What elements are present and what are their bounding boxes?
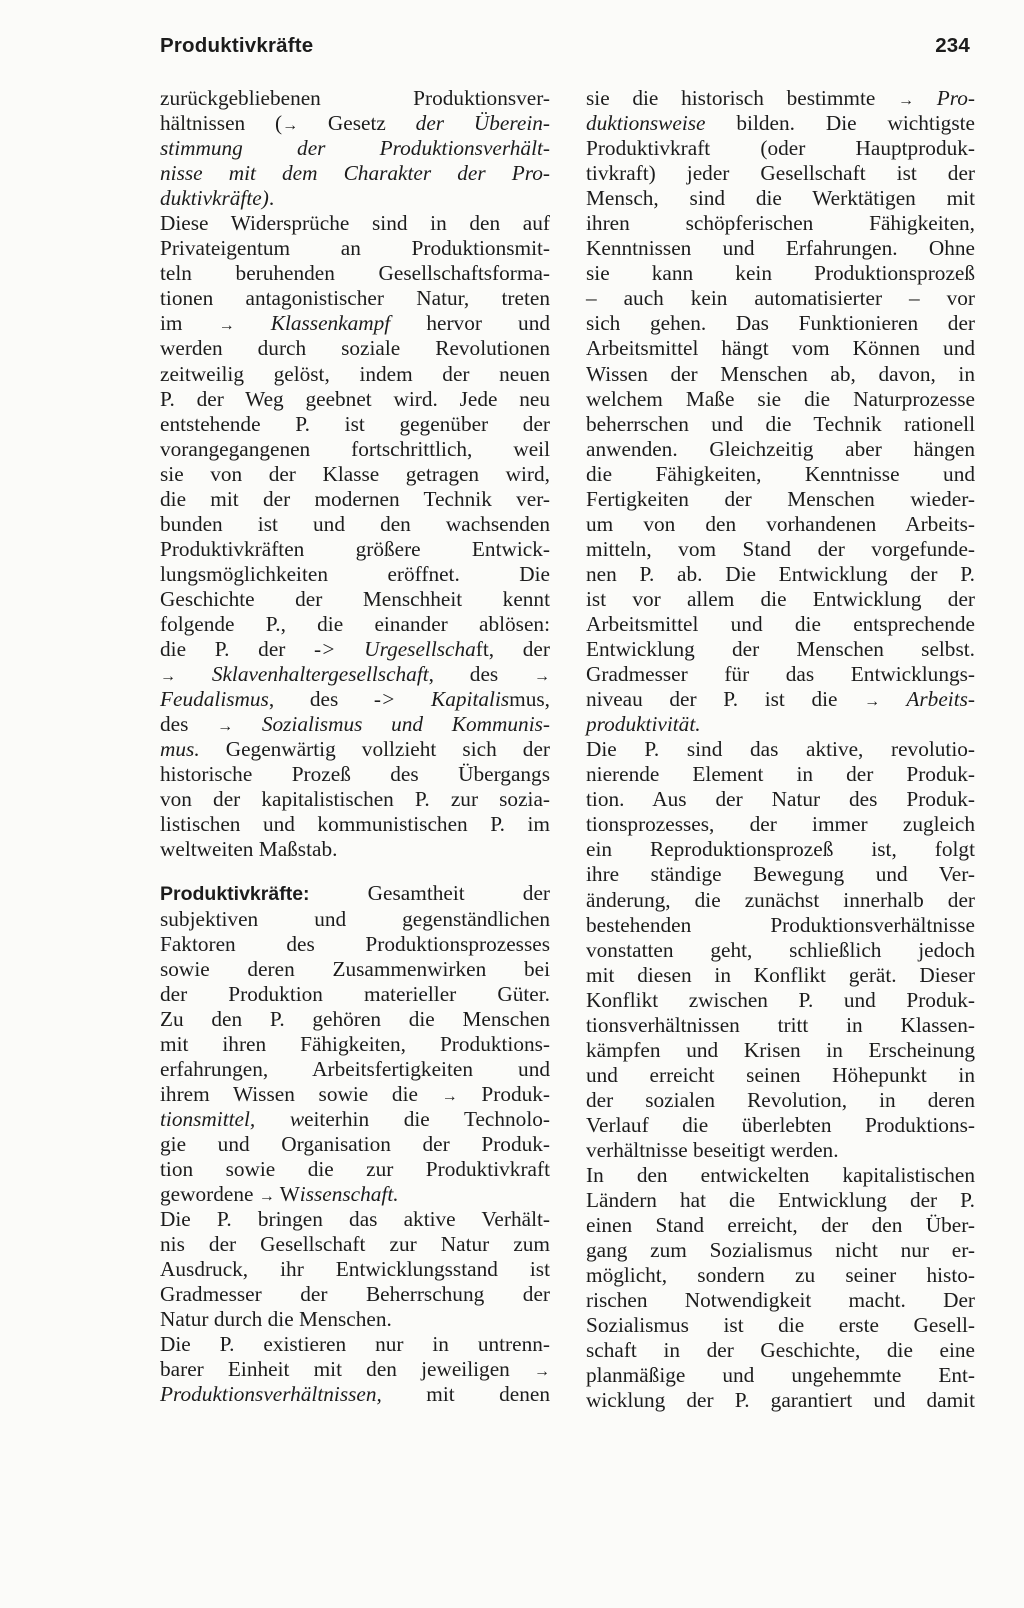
cross-reference[interactable]: Sozialismus und Kommunis- bbox=[261, 712, 550, 737]
text-line: hältnissen (→ Gesetz der Überein- bbox=[160, 111, 550, 136]
text-line: schaft in der Geschichte, die eine bbox=[586, 1338, 975, 1363]
text-line: möglicht, sondern zu seiner histo- bbox=[586, 1263, 975, 1288]
text-line: ist vor allem die Entwicklung der bbox=[586, 586, 975, 611]
text-line: Die P. existieren nur in untrenn- bbox=[160, 1332, 550, 1357]
text-line: zeitweilig gelöst, indem der neuen bbox=[160, 361, 550, 386]
text-line: sie die historisch bestimmte → Pro- bbox=[586, 86, 976, 110]
cross-reference[interactable]: issenschaft. bbox=[299, 1182, 399, 1207]
arrow-icon: → bbox=[534, 668, 550, 686]
text-line: erfahrungen, Arbeitsfertigkeiten und bbox=[160, 1056, 550, 1081]
text-line: Sozialismus ist die erste Gesell- bbox=[586, 1313, 975, 1338]
text-line: duktionsweise bilden. Die wichtigste bbox=[586, 111, 975, 136]
text-line: Mensch, sind die Werktätigen mit bbox=[586, 186, 975, 211]
page-number: 234 bbox=[935, 34, 970, 57]
text-line: nisse mit dem Charakter der Pro- bbox=[160, 161, 550, 186]
text-line: vonstatten geht, schließlich jedoch bbox=[586, 937, 975, 962]
text-line: kämpfen und Krisen in Erscheinung bbox=[586, 1037, 975, 1062]
text-line: tionsmittel, weiterhin die Technolo- bbox=[160, 1106, 550, 1131]
cross-reference[interactable]: tionsmittel, w bbox=[160, 1106, 305, 1131]
text-line: gewordene → Wissenschaft. bbox=[160, 1182, 399, 1207]
text-line: vorangegangenen fortschrittlich, weil bbox=[160, 436, 550, 461]
text-line: Entwicklung der Menschen selbst. bbox=[586, 637, 975, 662]
text-line: ihren schöpferischen Fähigkeiten, bbox=[586, 211, 975, 236]
arrow-icon: → bbox=[864, 693, 881, 711]
arrow-icon: → bbox=[258, 1188, 275, 1206]
text-line: listischen und kommunistischen P. im bbox=[160, 812, 550, 837]
text-line: historische Prozeß des Übergangs bbox=[160, 762, 550, 787]
text-line: Geschichte der Menschheit kennt bbox=[160, 586, 550, 611]
text-line bbox=[160, 136, 550, 161]
text-line: Verlauf die überlebten Produktions- bbox=[586, 1112, 975, 1137]
text-line: niveau der P. ist die → Arbeits- bbox=[586, 687, 975, 712]
text-line: Produktivkräfte: Gesamtheit der bbox=[160, 881, 550, 906]
text-line: anwenden. Gleichzeitig aber hängen bbox=[586, 436, 975, 461]
text-line: P. der Weg geebnet wird. Jede neu bbox=[160, 386, 550, 411]
text-line: Diese Widersprüche sind in den auf bbox=[160, 211, 550, 236]
text-column-left bbox=[160, 86, 550, 1407]
text-line: sowie deren Zusammenwirken bei bbox=[160, 956, 550, 981]
arrow-icon: → bbox=[282, 117, 299, 135]
text-line: nen P. ab. Die Entwicklung der P. bbox=[586, 561, 975, 586]
text-line: tionsprozesses, der immer zugleich bbox=[586, 812, 975, 837]
text-line: welchem Maße sie die Naturprozesse bbox=[586, 386, 975, 411]
text-line: die Fähigkeiten, Kenntnisse und bbox=[586, 461, 975, 486]
cross-reference[interactable]: Produktionsverhältnissen, bbox=[160, 1382, 382, 1407]
text-line: sie kann kein Produktionsprozeß bbox=[586, 261, 975, 286]
arrow-icon: → bbox=[534, 1363, 550, 1381]
cross-reference[interactable]: stimmung der Produktionsverhält- bbox=[160, 136, 550, 161]
text-line: Die P. sind das aktive, revolutio- bbox=[586, 737, 975, 762]
text-line: Konflikt zwischen P. und Produk- bbox=[586, 987, 975, 1012]
text-line: tivkraft) jeder Gesellschaft ist der bbox=[586, 161, 975, 186]
text-line: verhältnisse beseitigt werden. bbox=[586, 1137, 839, 1162]
text-line: duktivkräfte). bbox=[160, 186, 275, 211]
cross-reference[interactable]: mus. bbox=[160, 737, 200, 762]
text-line: bunden ist und den wachsenden bbox=[160, 511, 550, 536]
text-line: und erreicht seinen Höhepunkt in bbox=[586, 1062, 975, 1087]
text-line: die P. der -> Urgesellschaft, der bbox=[160, 637, 550, 662]
text-line: mit ihren Fähigkeiten, Produktions- bbox=[160, 1031, 550, 1056]
cross-reference[interactable]: > Urgesellscha bbox=[321, 637, 476, 662]
text-line: Arbeitsmittel hängt vom Können und bbox=[586, 336, 975, 361]
text-line: ihrem Wissen sowie die → Produk- bbox=[160, 1081, 550, 1106]
text-line: subjektiven und gegenständlichen bbox=[160, 906, 550, 931]
text-line: Produktivkraft (oder Hauptproduk- bbox=[586, 136, 975, 161]
text-line: Arbeitsmittel und die entsprechende bbox=[586, 611, 975, 636]
text-line: teln beruhenden Gesellschaftsforma- bbox=[160, 261, 550, 286]
entry-headword: Produktivkräfte: bbox=[160, 883, 310, 906]
text-line: werden durch soziale Revolutionen bbox=[160, 336, 550, 361]
arrow-icon: → bbox=[217, 718, 234, 736]
text-line: In den entwickelten kapitalistischen bbox=[586, 1163, 975, 1188]
arrow-icon: → bbox=[218, 317, 235, 335]
text-line: tion sowie die zur Produktivkraft bbox=[160, 1156, 550, 1181]
cross-reference[interactable]: der Überein- bbox=[385, 111, 550, 136]
text-line: der Produktion materieller Güter. bbox=[160, 981, 550, 1006]
text-line: Privateigentum an Produktionsmit- bbox=[160, 236, 550, 261]
text-line: Feudalismus, des -> Kapitalismus, bbox=[160, 687, 550, 712]
arrow-icon: → bbox=[160, 668, 176, 686]
text-line: die mit der modernen Technik ver- bbox=[160, 486, 550, 511]
text-line: Ländern hat die Entwicklung der P. bbox=[586, 1188, 975, 1213]
text-line: Zu den P. gehören die Menschen bbox=[160, 1006, 550, 1031]
text-line: Die P. bringen das aktive Verhält- bbox=[160, 1207, 550, 1232]
text-line: barer Einheit mit den jeweiligen → bbox=[160, 1357, 550, 1382]
text-line: Produktivkräften größere Entwick- bbox=[160, 536, 550, 561]
text-line: entstehende P. ist gegenüber der bbox=[160, 411, 550, 436]
text-line: tion. Aus der Natur des Produk- bbox=[586, 787, 975, 812]
text-line: sich gehen. Das Funktionieren der bbox=[586, 311, 975, 336]
text-column-right bbox=[586, 86, 975, 1413]
text-line: weltweiten Maßstab. bbox=[160, 837, 338, 862]
text-line: nierende Element in der Produk- bbox=[586, 762, 975, 787]
running-head-title: Produktivkräfte bbox=[160, 34, 314, 57]
text-line: lungsmöglichkeiten eröffnet. Die bbox=[160, 561, 550, 586]
text-line: Ausdruck, ihr Entwicklungsstand ist bbox=[160, 1257, 550, 1282]
text-line: Faktoren des Produktionsprozesses bbox=[160, 931, 550, 956]
cross-reference[interactable]: duktivkräfte) bbox=[160, 186, 269, 211]
text-line: planmäßige und ungehemmte Ent- bbox=[586, 1363, 975, 1388]
text-line: Produktionsverhältnissen, mit denen bbox=[160, 1382, 550, 1407]
text-line: des → Sozialismus und Kommunis- bbox=[160, 712, 550, 737]
text-line: tionen antagonistischer Natur, treten bbox=[160, 286, 550, 311]
text-line: änderung, die zunächst innerhalb der bbox=[586, 887, 975, 912]
text-line: gang zum Sozialismus nicht nur er- bbox=[586, 1238, 975, 1263]
cross-reference[interactable]: Feudalismus bbox=[160, 687, 269, 712]
text-line: ein Reproduktionsprozeß ist, folgt bbox=[586, 837, 975, 862]
text-line: gie und Organisation der Produk- bbox=[160, 1131, 550, 1156]
text-line: mus. Gegenwärtig vollzieht sich der bbox=[160, 737, 550, 762]
text-line: im → Klassenkampf hervor und bbox=[160, 311, 550, 336]
cross-reference[interactable]: nisse mit dem Charakter der Pro bbox=[160, 161, 543, 186]
text-line: Fertigkeiten der Menschen wieder- bbox=[586, 486, 975, 511]
cross-reference[interactable]: Sklavenhaltergesellschaft bbox=[211, 662, 429, 687]
text-line: sie von der Klasse getragen wird, bbox=[160, 461, 550, 486]
cross-reference[interactable]: > Kapitalis bbox=[381, 687, 510, 712]
text-line: um von den vorhandenen Arbeits- bbox=[586, 511, 975, 536]
text-line: Gradmesser der Beherrschung der bbox=[160, 1282, 550, 1307]
text-line: zurückgebliebenen Produktionsver- bbox=[160, 86, 550, 110]
cross-reference[interactable]: duktionsweise bbox=[586, 111, 737, 136]
text-line: Wissen der Menschen ab, davon, in bbox=[586, 361, 975, 386]
text-line: bestehenden Produktionsverhältnisse bbox=[586, 912, 975, 937]
text-line: → Sklavenhaltergesellschaft, des → bbox=[160, 662, 550, 687]
text-line: der sozialen Revolution, in deren bbox=[586, 1087, 975, 1112]
text-line: von der kapitalistischen P. zur sozia- bbox=[160, 787, 550, 812]
text-line bbox=[586, 712, 975, 737]
text-line: Kenntnissen und Erfahrungen. Ohne bbox=[586, 236, 975, 261]
entry-spacer bbox=[160, 862, 550, 881]
text-line: nis der Gesellschaft zur Natur zum bbox=[160, 1232, 550, 1257]
cross-reference[interactable]: Pro- bbox=[936, 86, 976, 110]
text-line: Gradmesser für das Entwicklungs- bbox=[586, 662, 975, 687]
text-line: beherrschen und die Technik rationell bbox=[586, 411, 975, 436]
text-line: ihre ständige Bewegung und Ver- bbox=[586, 862, 975, 887]
arrow-icon: → bbox=[898, 92, 915, 109]
text-line: mitteln, vom Stand der vorgefunde- bbox=[586, 536, 975, 561]
text-line: Natur durch die Menschen. bbox=[160, 1307, 392, 1332]
text-line: einen Stand erreicht, der den Über- bbox=[586, 1213, 975, 1238]
text-line: rischen Notwendigkeit macht. Der bbox=[586, 1288, 975, 1313]
cross-reference[interactable]: Klassenkampf bbox=[270, 311, 391, 336]
cross-reference[interactable]: produktivität. bbox=[586, 712, 701, 737]
arrow-icon: → bbox=[441, 1087, 458, 1105]
text-line: wicklung der P. garantiert und damit bbox=[586, 1388, 975, 1413]
text-line: – auch kein automatisierter – vor bbox=[586, 286, 975, 311]
text-line: folgende P., die einander ablösen: bbox=[160, 611, 550, 636]
text-line: mit diesen in Konflikt gerät. Dieser bbox=[586, 962, 975, 987]
text-line: tionsverhältnissen tritt in Klassen- bbox=[586, 1012, 975, 1037]
cross-reference[interactable]: Arbeits bbox=[880, 687, 968, 712]
